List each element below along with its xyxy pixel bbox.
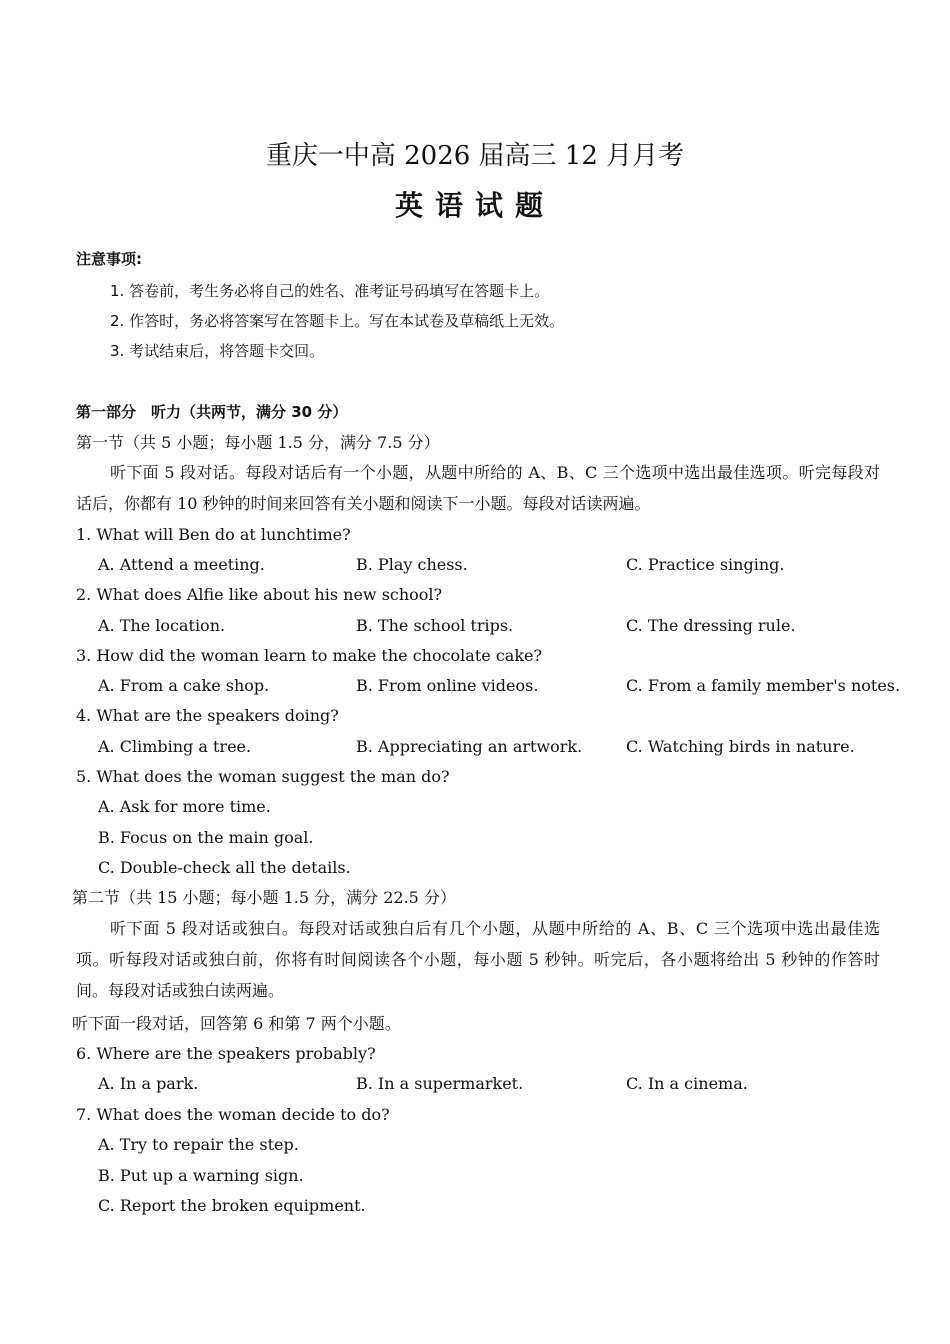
option-6b: B. In a supermarket. — [356, 1074, 524, 1093]
option-1b: B. Play chess. — [356, 555, 468, 574]
option-6a: A. In a park. — [98, 1074, 199, 1093]
section1-instructions: 听下面 5 段对话。每段对话后有一个小题，从题中所给的 A、B、C 三个选项中选出最佳选项。听完每段对话后，你都有 10 秒钟的时间来回答有关小题和阅读下一小题。每段对话读两遍。 — [76, 463, 880, 513]
question-1: 1. What will Ben do at lunchtime? — [76, 525, 351, 544]
question-7: 7. What does the woman decide to do? — [76, 1105, 390, 1124]
option-2a: A. The location. — [98, 616, 226, 635]
option-5c: C. Double-check all the details. — [98, 858, 351, 877]
option-3a: A. From a cake shop. — [98, 676, 270, 695]
option-4c: C. Watching birds in nature. — [626, 737, 855, 756]
option-2b: B. The school trips. — [356, 616, 514, 635]
option-2c: C. The dressing rule. — [626, 616, 796, 635]
option-1a: A. Attend a meeting. — [98, 555, 265, 574]
option-7c: C. Report the broken equipment. — [98, 1196, 366, 1215]
note-item: 1. 答卷前，考生务必将自己的姓名、准考证号码填写在答题卡上。 — [110, 282, 550, 300]
option-3b: B. From online videos. — [356, 676, 539, 695]
option-7a: A. Try to repair the step. — [98, 1135, 299, 1154]
option-5a: A. Ask for more time. — [98, 797, 271, 816]
option-5b: B. Focus on the main goal. — [98, 828, 314, 847]
section1-heading: 第一节（共 5 小题；每小题 1.5 分，满分 7.5 分） — [76, 433, 440, 452]
option-4a: A. Climbing a tree. — [98, 737, 252, 756]
note-item: 2. 作答时，务必将答案写在答题卡上。写在本试卷及草稿纸上无效。 — [110, 312, 565, 330]
section2-heading: 第二节（共 15 小题；每小题 1.5 分，满分 22.5 分） — [72, 888, 456, 907]
option-7b: B. Put up a warning sign. — [98, 1166, 304, 1185]
option-4b: B. Appreciating an artwork. — [356, 737, 583, 756]
notes-heading: 注意事项: — [76, 250, 142, 268]
page-title: 重庆一中高 2026 届高三 12 月月考 — [265, 141, 685, 171]
part1-heading: 第一部分 听力（共两节，满分 30 分） — [76, 403, 348, 421]
question-2: 2. What does Alfie like about his new school? — [76, 585, 443, 604]
section2-instructions: 听下面 5 段对话或独白。每段对话或独白后有几个小题，从题中所给的 A、B、C 三个选项中选出最佳选项。听每段对话或独白前，你将有时间阅读各个小题，每小题 5 秒钟。听完后，各小题将给出 5 秒钟的作答时间。每段对话或独白读两遍。 — [76, 919, 880, 1000]
question-6: 6. Where are the speakers probably? — [76, 1044, 376, 1063]
option-3c: C. From a family member's notes. — [626, 676, 901, 695]
page-subtitle: 英语试题 — [394, 189, 555, 222]
option-1c: C. Practice singing. — [626, 555, 785, 574]
dialogue-note: 听下面一段对话，回答第 6 和第 7 两个小题。 — [72, 1014, 401, 1033]
question-4: 4. What are the speakers doing? — [76, 706, 339, 725]
option-6c: C. In a cinema. — [626, 1074, 748, 1093]
question-3: 3. How did the woman learn to make the chocolate cake? — [76, 646, 543, 665]
note-item: 3. 考试结束后，将答题卡交回。 — [110, 342, 325, 360]
question-5: 5. What does the woman suggest the man do? — [76, 767, 450, 786]
